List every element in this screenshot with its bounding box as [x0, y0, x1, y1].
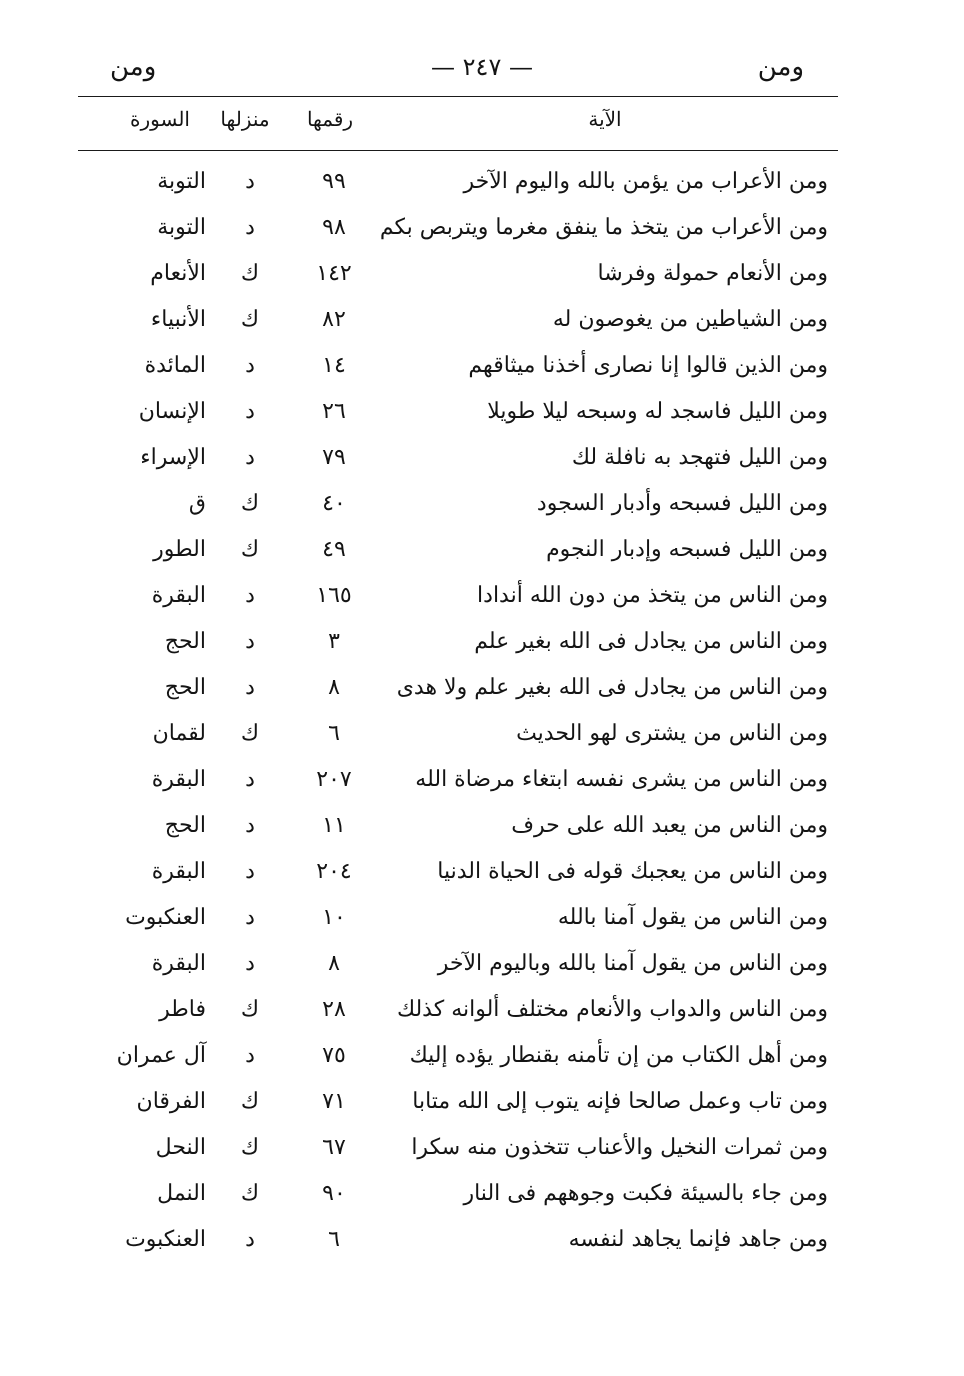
table-row	[78, 436, 838, 482]
surah-name: التوبة	[157, 215, 206, 240]
verse-text: ومن الليل فسبحه وأدبار السجود	[536, 491, 828, 516]
verse-number: ٨	[328, 675, 340, 700]
revelation-place: د	[245, 169, 255, 194]
table-row	[78, 942, 838, 988]
surah-name: لقمان	[152, 721, 206, 746]
verse-text: ومن الأعراب من يؤمن بالله واليوم الآخر	[463, 169, 828, 194]
revelation-place: د	[245, 583, 255, 608]
revelation-place: د	[245, 215, 255, 240]
surah-name: الأنعام	[150, 261, 206, 286]
column-header-place: منزلها	[220, 107, 270, 131]
table-row	[78, 758, 838, 804]
verse-number: ١٤	[322, 353, 346, 378]
table-row	[78, 252, 838, 298]
table-row	[78, 298, 838, 344]
surah-name: العنكبوت	[125, 905, 206, 930]
verse-text: ومن الناس من يعبد الله على حرف	[511, 813, 828, 838]
verse-number: ٨	[328, 951, 340, 976]
verse-text: ومن جاهد فإنما يجاهد لنفسه	[568, 1227, 828, 1252]
verse-text: ومن الناس من يعجبك قوله فى الحياة الدنيا	[437, 859, 828, 884]
table-row	[78, 712, 838, 758]
verse-number: ٢٠٧	[316, 767, 352, 792]
verse-text: ومن الليل فاسجد له وسبحه ليلا طويلا	[487, 399, 828, 424]
verse-text: ومن تاب وعمل صالحا فإنه يتوب إلى الله متابا	[412, 1089, 828, 1114]
running-head-left: ومن	[110, 52, 157, 82]
verse-number: ٩٨	[322, 215, 346, 240]
revelation-place: د	[245, 813, 255, 838]
verse-number: ٧١	[322, 1089, 346, 1114]
surah-name: آل عمران	[116, 1043, 206, 1068]
surah-name: الحج	[164, 629, 206, 654]
revelation-place: ك	[240, 307, 260, 332]
surah-name: النحل	[155, 1135, 206, 1160]
verse-number: ٢٦	[322, 399, 346, 424]
surah-name: الفرقان	[136, 1089, 206, 1114]
verse-text: ومن الليل فسبحه وإدبار النجوم	[546, 537, 828, 562]
verse-text: ومن الناس من يقول آمنا بالله	[557, 905, 828, 930]
table-row	[78, 850, 838, 896]
table-row	[78, 1126, 838, 1172]
verse-text: ومن الناس من يجادل فى الله بغير علم	[474, 629, 828, 654]
verse-number: ٦٧	[322, 1135, 346, 1160]
verse-number: ٢٨	[322, 997, 346, 1022]
verse-text: ومن الناس من يقول آمنا بالله وباليوم الآخر	[437, 951, 828, 976]
table-row	[78, 482, 838, 528]
column-header-verse: الآية	[588, 107, 622, 131]
surah-name: الحج	[164, 675, 206, 700]
verse-text: ومن الناس من يتخذ من دون الله أندادا	[477, 583, 828, 608]
verse-text: ومن الناس من يجادل فى الله بغير علم ولا هدى	[396, 675, 828, 700]
table-row	[78, 896, 838, 942]
table-row	[78, 206, 838, 252]
verse-number: ٨٢	[322, 307, 346, 332]
revelation-place: د	[245, 353, 255, 378]
table-row	[78, 528, 838, 574]
verse-number: ٣	[328, 629, 340, 654]
surah-name: البقرة	[151, 767, 206, 792]
table-row	[78, 804, 838, 850]
verse-number: ٢٠٤	[316, 859, 352, 884]
table-row	[78, 1218, 838, 1264]
revelation-place: ك	[240, 721, 260, 746]
verse-text: ومن الشياطين من يغوصون له	[552, 307, 828, 332]
verse-number: ٧٥	[322, 1043, 346, 1068]
surah-name: الإنسان	[138, 399, 206, 424]
surah-name: فاطر	[159, 997, 206, 1022]
verse-text: ومن الأعراب من يتخذ ما ينفق مغرما ويتربص بكم	[379, 215, 828, 240]
revelation-place: د	[245, 951, 255, 976]
revelation-place: د	[245, 859, 255, 884]
revelation-place: د	[245, 399, 255, 424]
revelation-place: ك	[240, 261, 260, 286]
table-row	[78, 1034, 838, 1080]
verse-text: ومن الليل فتهجد به نافلة لك	[571, 445, 828, 470]
verse-text: ومن جاء بالسيئة فكبت وجوههم فى النار	[463, 1181, 828, 1206]
surah-name: الإسراء	[140, 445, 206, 470]
verse-text: ومن الناس من يشترى لهو الحديث	[516, 721, 828, 746]
surah-name: الأنبياء	[150, 307, 206, 332]
column-header-number: رقمها	[306, 107, 354, 131]
verse-number: ٩٠	[322, 1181, 346, 1206]
page-number: — ٢٤٧ —	[431, 53, 533, 81]
revelation-place: د	[245, 629, 255, 654]
surah-name: التوبة	[157, 169, 206, 194]
verse-text: ومن ثمرات النخيل والأعناب تتخذون منه سكرا	[411, 1135, 828, 1160]
table-row	[78, 1172, 838, 1218]
verse-number: ٤٠	[322, 491, 346, 516]
verse-number: ٦	[328, 1227, 340, 1252]
revelation-place: ك	[240, 997, 260, 1022]
running-head-right: ومن	[757, 52, 804, 82]
revelation-place: د	[245, 905, 255, 930]
table-row	[78, 390, 838, 436]
revelation-place: د	[245, 445, 255, 470]
verse-text: ومن أهل الكتاب من إن تأمنه بقنطار يؤده إليك	[409, 1043, 828, 1068]
revelation-place: د	[245, 1043, 255, 1068]
table-row	[78, 988, 838, 1034]
column-header-surah: السورة	[130, 107, 190, 131]
table-row	[78, 344, 838, 390]
surah-name: ق	[188, 491, 206, 516]
revelation-place: د	[245, 767, 255, 792]
surah-name: الطور	[153, 537, 206, 562]
verse-text: ومن الناس والدواب والأنعام مختلف ألوانه كذلك	[396, 997, 828, 1022]
table-row	[78, 666, 838, 712]
column-header-rule	[78, 150, 838, 151]
verse-number: ٤٩	[322, 537, 346, 562]
verse-number: ١٦٥	[316, 583, 352, 608]
verse-text: ومن الناس من يشرى نفسه ابتغاء مرضاة الله	[415, 767, 828, 792]
verse-number: ٧٩	[322, 445, 346, 470]
table-row	[78, 620, 838, 666]
revelation-place: د	[245, 675, 255, 700]
verse-text: ومن الأنعام حمولة وفرشا	[597, 261, 828, 286]
surah-name: الحج	[164, 813, 206, 838]
surah-name: المائدة	[144, 353, 206, 378]
header-rule	[78, 96, 838, 97]
verse-number: ١٤٢	[316, 261, 352, 286]
verse-text: ومن الذين قالوا إنا نصارى أخذنا ميثاقهم	[468, 353, 828, 378]
verse-number: ٩٩	[322, 169, 346, 194]
verse-number: ١١	[322, 813, 346, 838]
verse-number: ١٠	[322, 905, 346, 930]
table-row	[78, 1080, 838, 1126]
verse-number: ٦	[328, 721, 340, 746]
revelation-place: ك	[240, 537, 260, 562]
surah-name: النمل	[157, 1181, 206, 1206]
revelation-place: ك	[240, 491, 260, 516]
revelation-place: ك	[240, 1135, 260, 1160]
revelation-place: ك	[240, 1181, 260, 1206]
revelation-place: د	[245, 1227, 255, 1252]
surah-name: البقرة	[151, 951, 206, 976]
surah-name: البقرة	[151, 583, 206, 608]
revelation-place: ك	[240, 1089, 260, 1114]
table-row	[78, 574, 838, 620]
index-table	[78, 160, 838, 1264]
table-row	[78, 160, 838, 206]
surah-name: البقرة	[151, 859, 206, 884]
surah-name: العنكبوت	[125, 1227, 206, 1252]
